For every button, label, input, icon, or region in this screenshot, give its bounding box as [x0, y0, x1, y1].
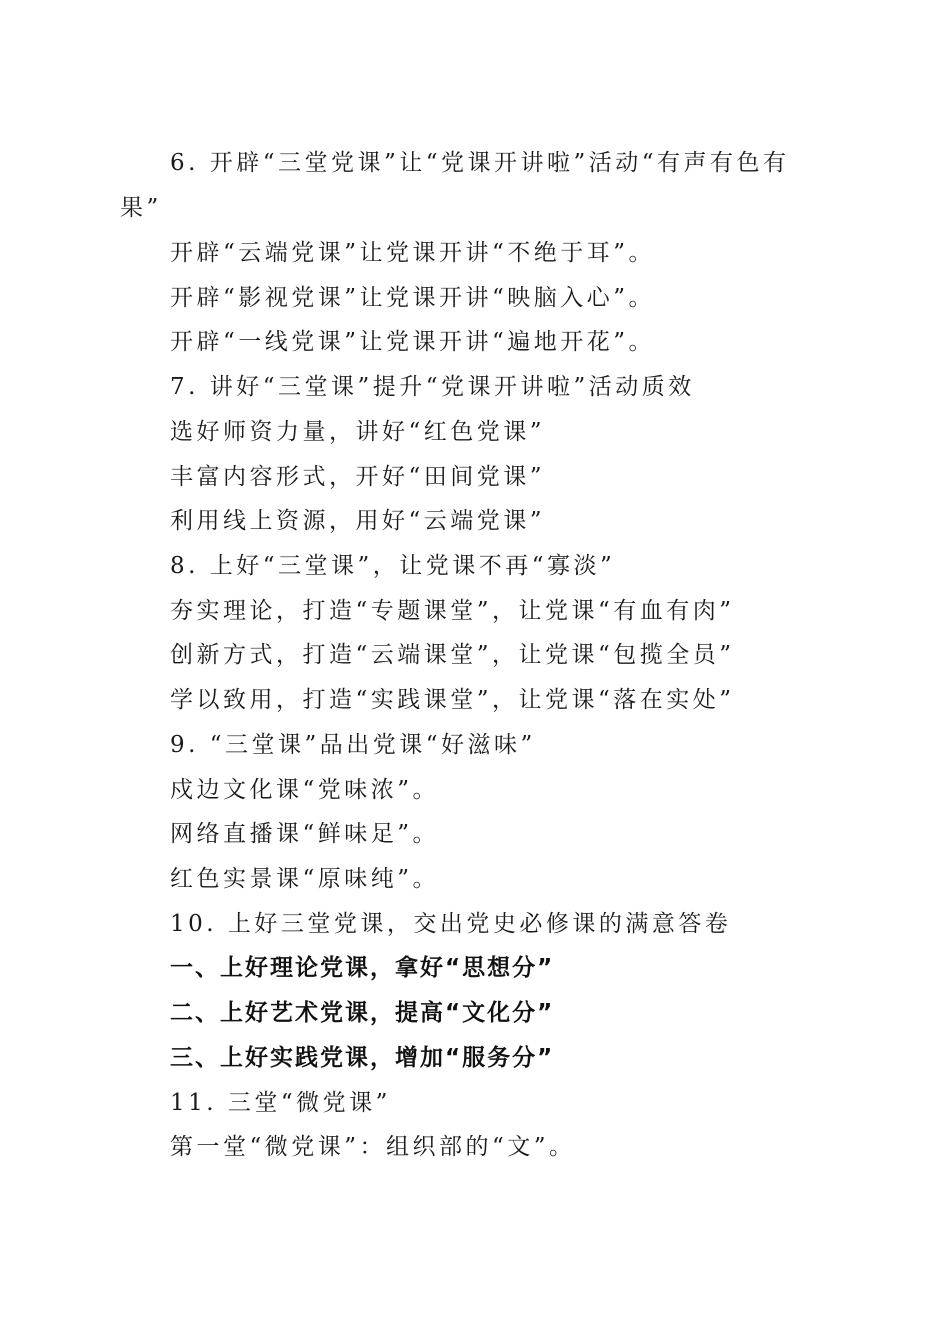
heading-item-6: 6. 开辟“三堂党课”让“党课开讲啦”活动“有声有色有 [170, 150, 790, 176]
heading-item-7: 7. 讲好“三堂课”提升“党课开讲啦”活动质效 [170, 374, 695, 400]
body-line: 夯实理论，打造“专题课堂”，让党课“有血有肉” [170, 598, 735, 624]
body-line: 利用线上资源，用好“云端党课” [170, 508, 546, 534]
heading-item-11: 11. 三堂“微党课” [170, 1090, 391, 1116]
bold-subheading: 二、上好艺术党课，提高“文化分” [170, 1000, 555, 1026]
body-line: 开辟“一线党课”让党课开讲“遍地开花”。 [170, 329, 656, 355]
heading-item-8: 8. 上好“三堂课”，让党课不再“寡淡” [170, 553, 616, 579]
body-line: 红色实景课“原味纯”。 [170, 866, 440, 892]
body-line: 戍边文化课“党味浓”。 [170, 777, 440, 803]
bold-subheading: 一、上好理论党课，拿好“思想分” [170, 955, 555, 981]
body-line: 丰富内容形式，开好“田间党课” [170, 464, 546, 490]
body-line: 创新方式，打造“云端课堂”，让党课“包揽全员” [170, 642, 735, 668]
body-line: 开辟“影视党课”让党课开讲“映脑入心”。 [170, 285, 656, 311]
heading-item-9: 9. “三堂课”品出党课“好滋味” [170, 732, 536, 758]
body-line: 选好师资力量，讲好“红色党课” [170, 419, 546, 445]
heading-item-6-continued: 果” [120, 195, 162, 221]
body-line: 学以致用，打造“实践课堂”，让党课“落在实处” [170, 687, 735, 713]
bold-subheading: 三、上好实践党课，增加“服务分” [170, 1045, 555, 1071]
heading-item-10: 10. 上好三堂党课，交出党史必修课的满意答卷 [170, 911, 732, 937]
body-line: 开辟“云端党课”让党课开讲“不绝于耳”。 [170, 240, 656, 266]
body-line: 网络直播课“鲜味足”。 [170, 821, 440, 847]
body-line: 第一堂“微党课”：组织部的“文”。 [170, 1134, 576, 1160]
